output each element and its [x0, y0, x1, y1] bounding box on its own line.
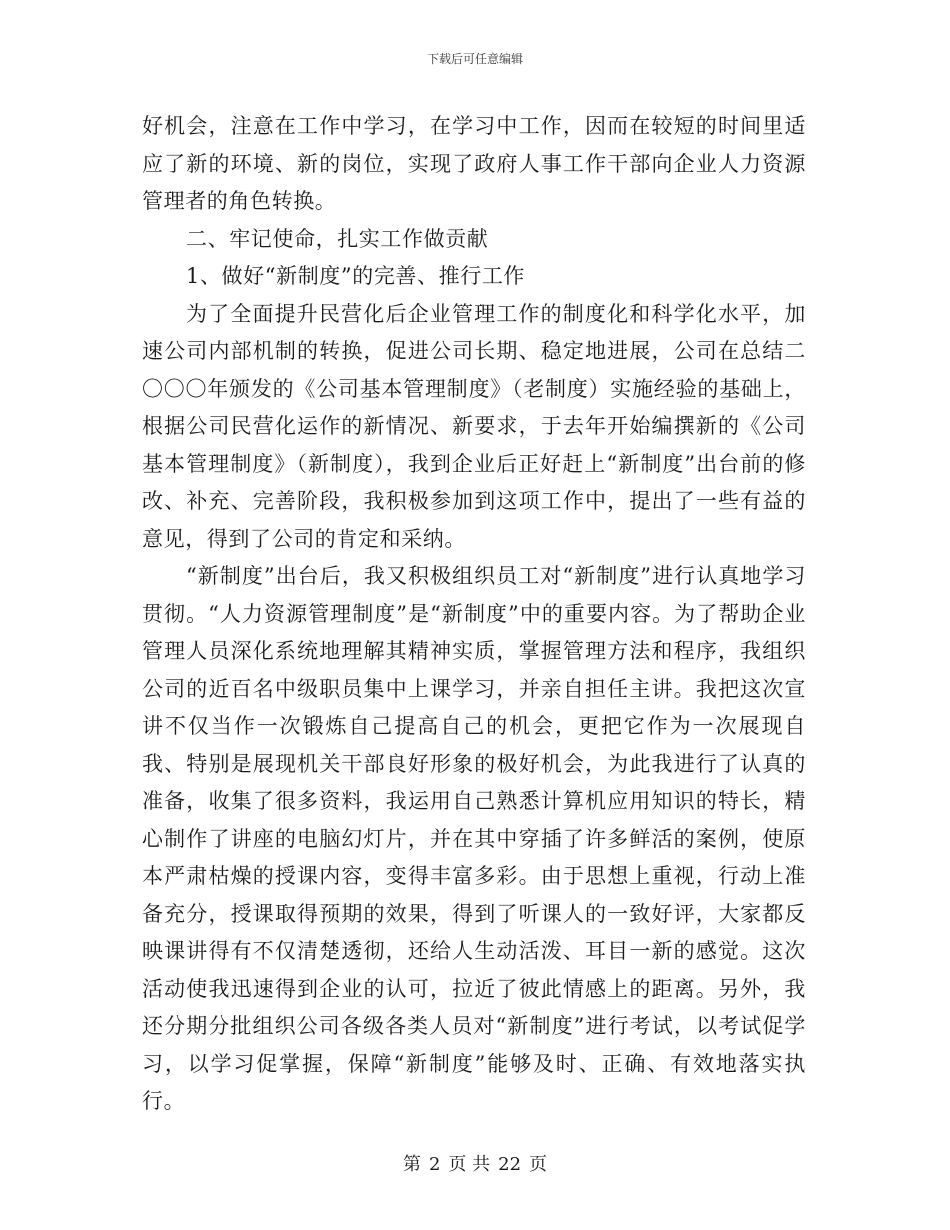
- footer-middle: 页 共: [448, 1154, 491, 1175]
- paragraph-new-system-training: “新制度”出台后，我又积极组织员工对“新制度”进行认真地学习贯彻。“人力资源管理制度”是“新制度”中的重要内容。为了帮助企业管理人员深化系统地理解其精神实质，掌握管理方法和程序，我组织公司的近百名中级职员集中上课学习，并亲自担任主讲。我把这次宣讲不仅当作一次锻炼自己提高自己的机会，更把它作为一次展现自我、特别是展现机关干部良好形象的极好机会，为此我进行了认真的准备，收集了很多资料，我运用自己熟悉计算机应用知识的特长，精心制作了讲座的电脑幻灯片，并在其中穿插了许多鲜活的案例，使原本严肃枯燥的授课内容，变得丰富多彩。由于思想上重视，行动上准备充分，授课取得预期的效果，得到了听课人的一致好评，大家都反映课讲得有不仅清楚透彻，还给人生动活泼、耳目一新的感觉。这次活动使我迅速得到企业的认可，拉近了彼此情感上的距离。另外，我还分期分批组织公司各级各类人员对“新制度”进行考试，以考试促学习，以学习促掌握，保障“新制度”能够及时、正确、有效地落实执行。: [142, 564, 806, 1113]
- page-footer: [0, 1153, 950, 1177]
- paragraph-new-system-drafting: 为了全面提升民营化后企业管理工作的制度化和科学化水平，加速公司内部机制的转换，促进公司长期、稳定地进展，公司在总结二〇〇〇年颁发的《公司基本管理制度》（老制度）实施经验的基础上，根据公司民营化运作的新情况、新要求，于去年开始编撰新的《公司基本管理制度》（新制度），我到企业后正好赶上“新制度”出台前的修改、补充、完善阶段，我积极参加到这项工作中，提出了一些有益的意见，得到了公司的肯定和采纳。: [142, 301, 806, 551]
- subsection-heading: 1、做好“新制度”的完善、推行工作: [186, 264, 526, 288]
- current-page-number: 2: [428, 1154, 441, 1175]
- section-heading: 二、牢记使命，扎实工作做贡献: [186, 226, 489, 251]
- page-header-note: 下载后可任意编辑: [426, 52, 523, 66]
- total-page-count: 22: [498, 1154, 522, 1175]
- paragraph-continuation: 好机会，注意在工作中学习，在学习中工作，因而在较短的时间里适应了新的环境、新的岗位，实现了政府人事工作干部向企业人力资源管理者的角色转换。: [142, 114, 806, 213]
- document-body: [142, 108, 806, 1121]
- footer-prefix: 第: [402, 1154, 421, 1175]
- footer-suffix: 页: [529, 1154, 548, 1175]
